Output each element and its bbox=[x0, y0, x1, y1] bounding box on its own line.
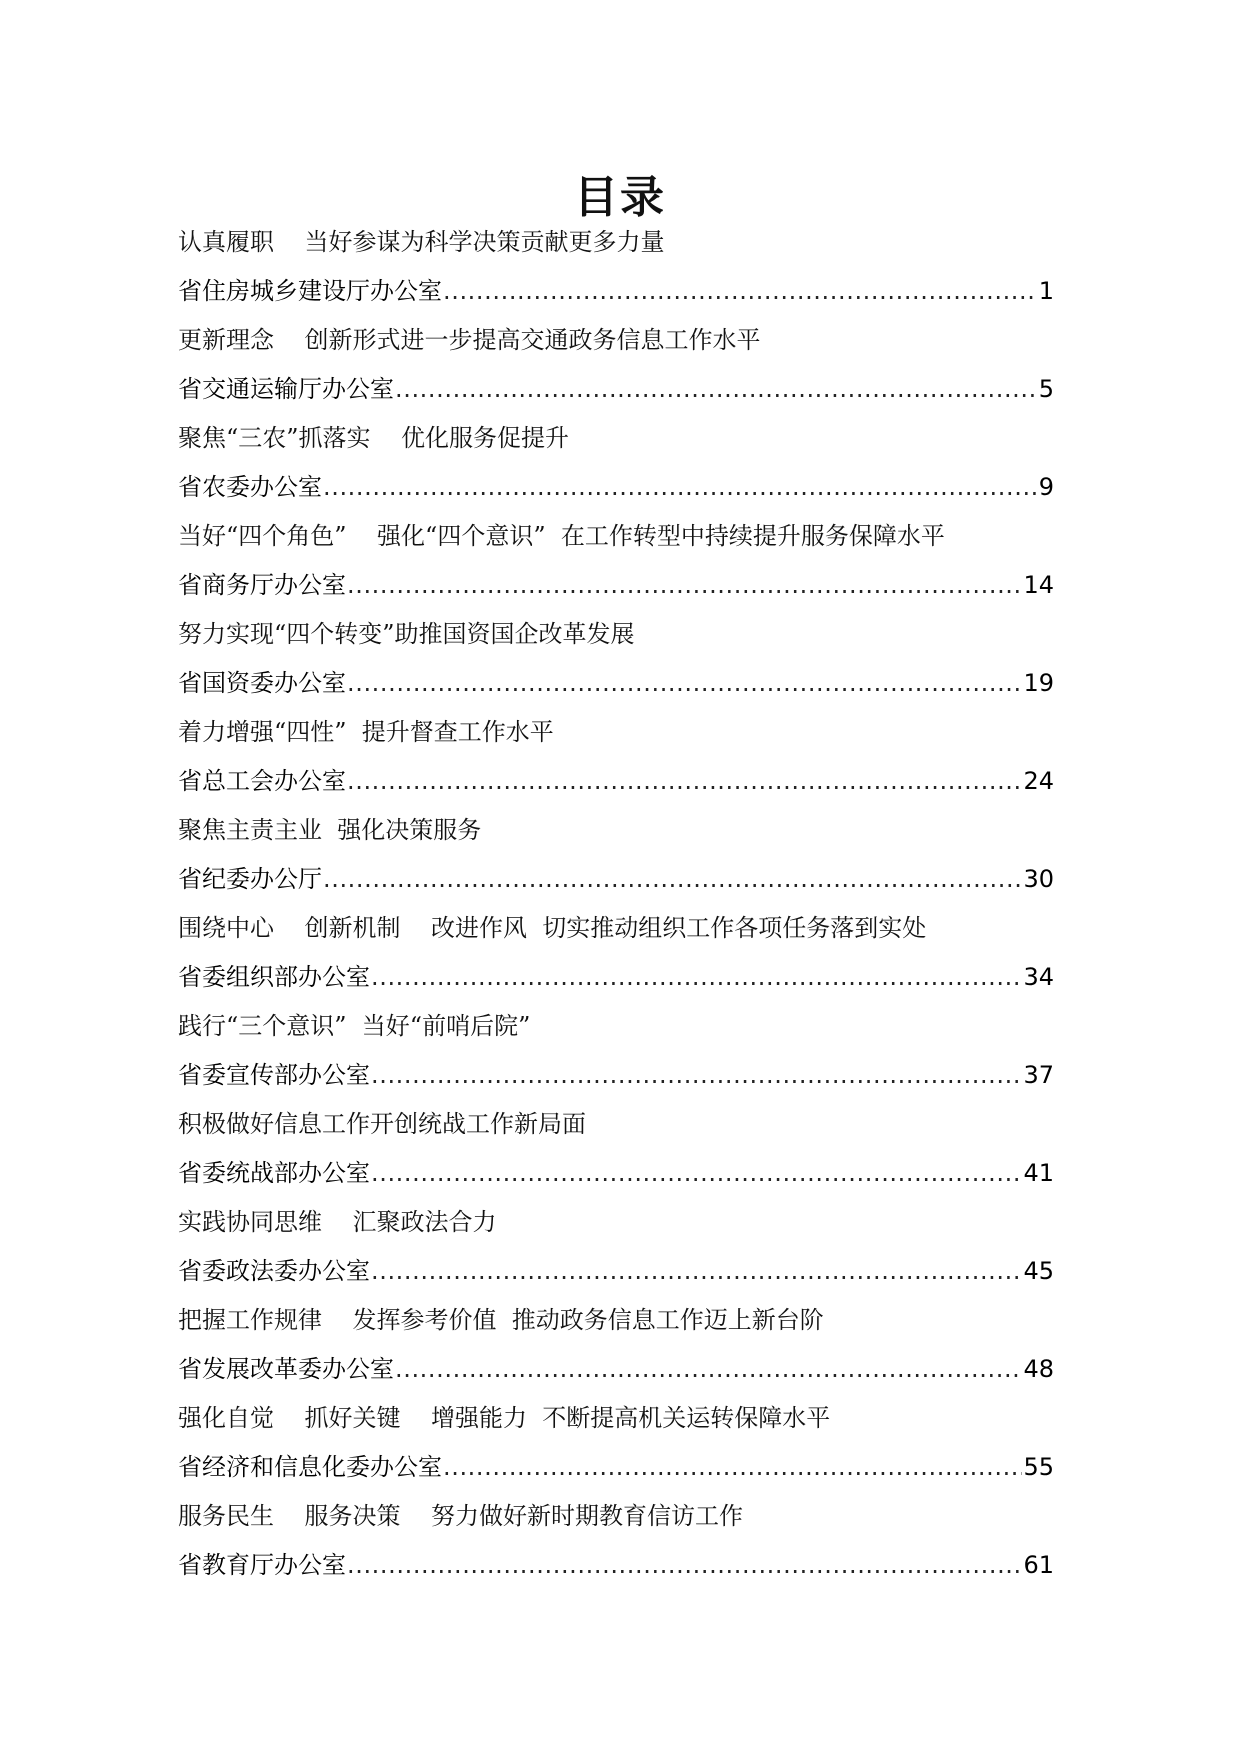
toc-entry bbox=[178, 1492, 1054, 1590]
toc-entry bbox=[178, 708, 1054, 806]
toc-entry-topic: 聚焦“三农”抓落实 优化服务促提升 bbox=[178, 424, 570, 452]
toc-entry-topic: 聚焦主责主业 强化决策服务 bbox=[178, 816, 482, 844]
toc-entry-department: 省纪委办公厅 bbox=[178, 865, 322, 893]
toc-entry-link[interactable] bbox=[178, 1443, 1054, 1492]
toc-entry-link[interactable] bbox=[178, 757, 1054, 806]
toc-entry-department: 省交通运输厅办公室 bbox=[178, 375, 394, 403]
toc-dot-leader bbox=[323, 855, 1022, 904]
toc-page-number: 19 bbox=[1023, 669, 1054, 697]
toc-entry-link[interactable] bbox=[178, 1051, 1054, 1100]
toc-page-number: 45 bbox=[1023, 1257, 1054, 1285]
toc-entry-department: 省委宣传部办公室 bbox=[178, 1061, 370, 1089]
toc-entry bbox=[178, 316, 1054, 414]
toc-dot-leader bbox=[371, 1051, 1022, 1100]
toc-page-number: 14 bbox=[1023, 571, 1054, 599]
toc-dot-leader bbox=[371, 1149, 1022, 1198]
toc-entry bbox=[178, 1100, 1054, 1198]
toc-entry-link[interactable] bbox=[178, 1541, 1054, 1590]
toc-dot-leader bbox=[323, 463, 1038, 512]
toc-dot-leader bbox=[443, 1443, 1022, 1492]
toc-entry bbox=[178, 1296, 1054, 1394]
toc-entry bbox=[178, 1002, 1054, 1100]
toc-entry-department: 省经济和信息化委办公室 bbox=[178, 1453, 442, 1481]
toc-entry-department: 省委统战部办公室 bbox=[178, 1159, 370, 1187]
toc-page-number: 48 bbox=[1023, 1355, 1054, 1383]
toc-entry-department: 省商务厅办公室 bbox=[178, 571, 346, 599]
toc-entry-topic: 践行“三个意识” 当好“前哨后院” bbox=[178, 1012, 531, 1040]
toc-page-number: 61 bbox=[1023, 1551, 1054, 1579]
toc-entry-link[interactable] bbox=[178, 1149, 1054, 1198]
toc-entry-department: 省委组织部办公室 bbox=[178, 963, 370, 991]
toc-page-number: 9 bbox=[1038, 473, 1054, 501]
toc-entry-topic: 着力增强“四性” 提升督查工作水平 bbox=[178, 718, 554, 746]
toc-entry-topic: 认真履职 当好参谋为科学决策贡献更多力量 bbox=[178, 228, 665, 256]
toc-page-number: 5 bbox=[1038, 375, 1054, 403]
toc-page-number: 24 bbox=[1023, 767, 1054, 795]
toc-entry-link[interactable] bbox=[178, 1247, 1054, 1296]
toc-dot-leader bbox=[371, 953, 1022, 1002]
table-of-contents bbox=[178, 218, 1054, 1590]
toc-entry-link[interactable] bbox=[178, 1345, 1054, 1394]
toc-entry-topic: 服务民生 服务决策 努力做好新时期教育信访工作 bbox=[178, 1502, 744, 1530]
toc-entry bbox=[178, 806, 1054, 904]
toc-entry-topic: 更新理念 创新形式进一步提高交通政务信息工作水平 bbox=[178, 326, 761, 354]
toc-entry bbox=[178, 512, 1054, 610]
toc-entry-topic: 围绕中心 创新机制 改进作风 切实推动组织工作各项任务落到实处 bbox=[178, 914, 927, 942]
toc-entry-link[interactable] bbox=[178, 267, 1054, 316]
toc-entry-department: 省国资委办公室 bbox=[178, 669, 346, 697]
toc-page-number: 34 bbox=[1023, 963, 1054, 991]
toc-page-number: 55 bbox=[1023, 1453, 1054, 1481]
toc-page-number: 1 bbox=[1038, 277, 1054, 305]
toc-entry-topic: 努力实现“四个转变”助推国资国企改革发展 bbox=[178, 620, 635, 648]
toc-entry-link[interactable] bbox=[178, 561, 1054, 610]
toc-page-number: 37 bbox=[1023, 1061, 1054, 1089]
toc-entry-link[interactable] bbox=[178, 659, 1054, 708]
toc-dot-leader bbox=[347, 1541, 1022, 1590]
toc-entry-link[interactable] bbox=[178, 365, 1054, 414]
toc-entry-department: 省发展改革委办公室 bbox=[178, 1355, 394, 1383]
toc-entry-topic: 当好“四个角色” 强化“四个意识” 在工作转型中持续提升服务保障水平 bbox=[178, 522, 945, 550]
toc-entry bbox=[178, 1198, 1054, 1296]
toc-entry-department: 省农委办公室 bbox=[178, 473, 322, 501]
toc-entry-topic: 强化自觉 抓好关键 增强能力 不断提高机关运转保障水平 bbox=[178, 1404, 831, 1432]
toc-dot-leader bbox=[395, 1345, 1022, 1394]
toc-entry bbox=[178, 610, 1054, 708]
toc-entry-link[interactable] bbox=[178, 953, 1054, 1002]
toc-entry-department: 省总工会办公室 bbox=[178, 767, 346, 795]
toc-entry-department: 省住房城乡建设厅办公室 bbox=[178, 277, 442, 305]
page-title: 目录 bbox=[574, 172, 666, 223]
toc-entry-link[interactable] bbox=[178, 855, 1054, 904]
toc-entry-topic: 实践协同思维 汇聚政法合力 bbox=[178, 1208, 497, 1236]
toc-dot-leader bbox=[347, 659, 1022, 708]
toc-entry-department: 省教育厅办公室 bbox=[178, 1551, 346, 1579]
toc-entry bbox=[178, 904, 1054, 1002]
toc-entry bbox=[178, 414, 1054, 512]
toc-dot-leader bbox=[347, 561, 1022, 610]
toc-entry-topic: 积极做好信息工作开创统战工作新局面 bbox=[178, 1110, 586, 1138]
toc-dot-leader bbox=[371, 1247, 1022, 1296]
toc-page-number: 30 bbox=[1023, 865, 1054, 893]
toc-entry-department: 省委政法委办公室 bbox=[178, 1257, 370, 1285]
toc-page-number: 41 bbox=[1023, 1159, 1054, 1187]
toc-dot-leader bbox=[347, 757, 1022, 806]
toc-entry-link[interactable] bbox=[178, 463, 1054, 512]
toc-dot-leader bbox=[443, 267, 1038, 316]
toc-entry-topic: 把握工作规律 发挥参考价值 推动政务信息工作迈上新台阶 bbox=[178, 1306, 824, 1334]
toc-entry bbox=[178, 218, 1054, 316]
toc-entry bbox=[178, 1394, 1054, 1492]
toc-dot-leader bbox=[395, 365, 1038, 414]
